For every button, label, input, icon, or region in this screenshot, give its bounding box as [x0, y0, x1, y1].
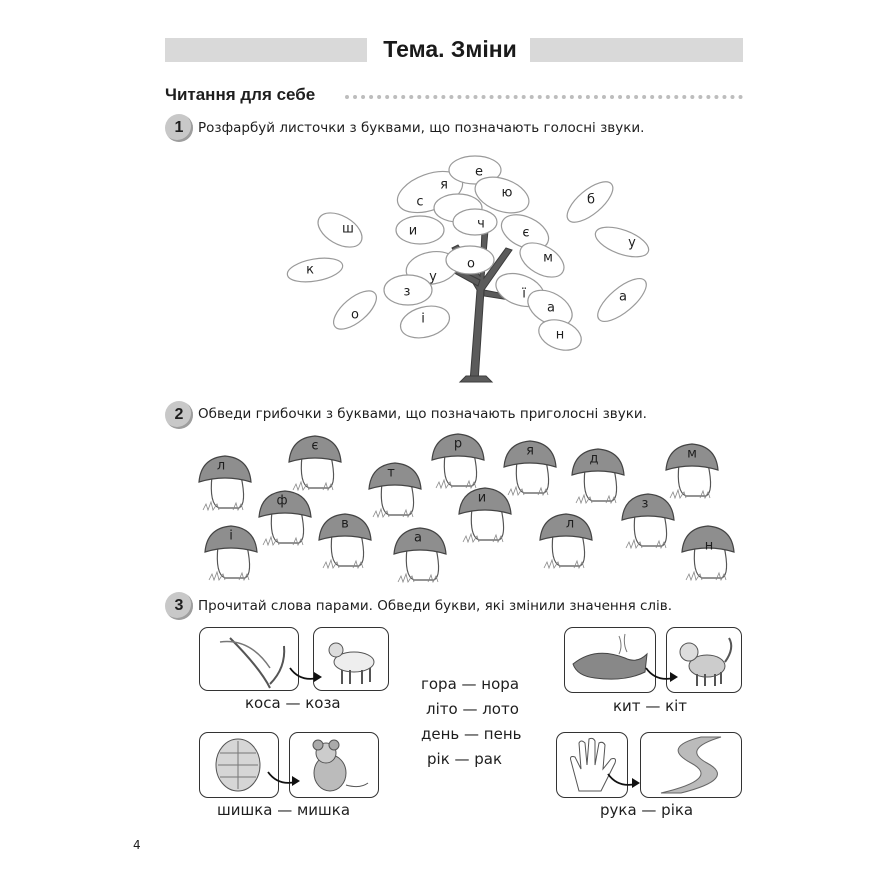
- leaf-letter: я: [440, 177, 448, 193]
- river-picture: [640, 732, 742, 798]
- mushroom-letter: и: [477, 490, 487, 506]
- leaf-letter: у: [628, 235, 636, 251]
- arrow-icon: [286, 664, 326, 688]
- mushroom-letter: а: [414, 530, 422, 546]
- leaf-letter: о: [351, 307, 359, 323]
- leaf-letter: з: [403, 284, 411, 300]
- leaf-letter: ї: [522, 286, 526, 302]
- mushroom-letter: л: [216, 458, 226, 474]
- leaf-letter: а: [619, 289, 627, 305]
- arrow-icon: [642, 664, 682, 688]
- arrow-icon: [604, 770, 644, 794]
- pair-ruka-rika: рука — ріка: [600, 801, 694, 819]
- mushroom-letter: я: [526, 443, 534, 459]
- leaf-letter: о: [467, 256, 475, 272]
- leaf-letter: ш: [342, 221, 354, 237]
- arrow-icon: [264, 768, 304, 792]
- leaf-letter: ю: [501, 185, 513, 201]
- mushroom-letter: р: [453, 436, 463, 452]
- mushroom-letter: м: [687, 446, 697, 462]
- leaf-letter: ч: [477, 216, 485, 232]
- pair-kyt-kit: кит — кіт: [613, 697, 688, 715]
- leaf-letter: н: [555, 327, 565, 343]
- leaf-letter: і: [421, 311, 425, 327]
- scythe-picture: [199, 627, 299, 691]
- leaf-letter: а: [547, 300, 555, 316]
- leaf-letter: є: [522, 225, 530, 241]
- mushroom-letter: ф: [276, 493, 288, 509]
- page-title: Тема. Зміни: [383, 36, 517, 62]
- word-pair: гора — нора: [421, 675, 520, 693]
- task1-number: 1: [165, 114, 193, 142]
- task2-instruction: Обведи грибочки з буквами, що позначають приголосні звуки.: [198, 406, 647, 422]
- task3-number: 3: [165, 592, 193, 620]
- pair-shyshka-myshka: шишка — мишка: [217, 801, 351, 819]
- leaf-letter: е: [475, 164, 483, 180]
- word-pair: літо — лото: [426, 700, 519, 718]
- leaf-letter: б: [586, 192, 596, 208]
- mushroom-letter: н: [704, 538, 714, 554]
- leaf-letter: с: [416, 194, 424, 210]
- task3-instruction: Прочитай слова парами. Обведи букви, які змінили значення слів.: [198, 598, 673, 614]
- word-pair: день — пень: [421, 725, 522, 743]
- mushroom-letter: є: [311, 438, 319, 454]
- leaf-letter: к: [306, 262, 314, 278]
- task1-instruction: Розфарбуй листочки з буквами, що позначають голосні звуки.: [198, 120, 645, 136]
- mushroom-letter: л: [565, 516, 575, 532]
- word-pair: рік — рак: [427, 750, 503, 768]
- mushroom-letter: і: [229, 528, 233, 544]
- leaf-letter: и: [408, 223, 418, 239]
- task2-number: 2: [165, 401, 193, 429]
- mushroom-letter: в: [341, 516, 349, 532]
- pair-kosa-koza: коса — коза: [245, 694, 341, 712]
- mushroom-letter: з: [641, 496, 649, 512]
- leaf-letter: м: [543, 250, 553, 266]
- mushroom-letter: т: [387, 465, 395, 481]
- page-number: 4: [133, 838, 141, 852]
- section-title: Читання для себе: [165, 85, 316, 104]
- leaf-letter: у: [429, 269, 437, 285]
- mushroom-letter: д: [589, 451, 599, 467]
